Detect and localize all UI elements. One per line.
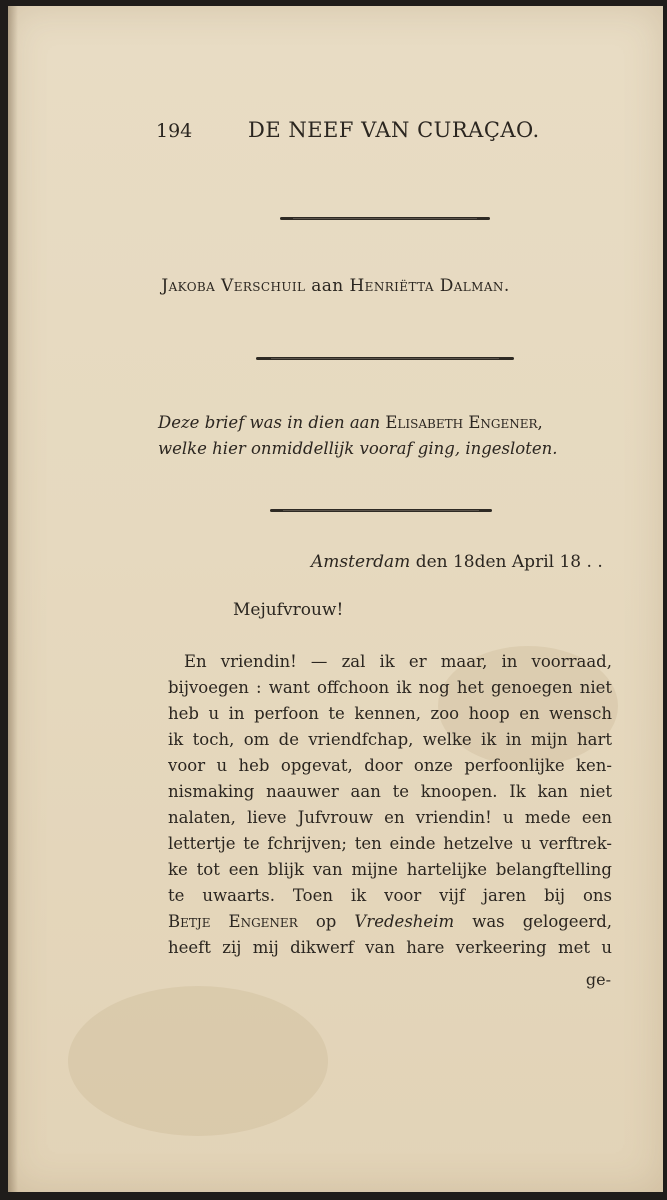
letter-heading [8, 276, 663, 296]
dateline-place: Amsterdam [311, 552, 411, 572]
letter-sender: Jakoba Verschuil [161, 276, 306, 296]
body-line: nalaten, lieve Jufvrouw en vriendin! u mede een [168, 808, 612, 827]
salutation: Mejufvrouw! [233, 600, 344, 620]
note-text: ingesloten. [465, 439, 558, 458]
note-text: welke hier onmiddellijk vooraf ging, [158, 439, 461, 458]
running-title: DE NEEF VAN CURAÇAO. [248, 118, 540, 142]
body-line: heeft zij mij dikwerf van hare verkeering met u [168, 938, 612, 957]
body-line [168, 909, 612, 935]
letter-recipient: Henriëtta Dalman. [349, 276, 510, 296]
ornamental-rule [270, 509, 492, 512]
book-page [8, 6, 663, 1192]
body-line: En vriendin! — zal ik er maar, in voorraad, [184, 652, 612, 671]
page-number: 194 [156, 120, 193, 142]
ornamental-rule [280, 217, 490, 220]
body-word: op [315, 912, 337, 931]
note-name: Elisabeth Engener, [385, 413, 543, 432]
body-line: lettertje te fchrijven; ten einde hetzelve u verftrek- [168, 834, 612, 853]
page-header [8, 118, 663, 148]
body-word: was gelogeerd, [472, 912, 612, 931]
body-place: Vredesheim [354, 912, 455, 931]
body-line: ik toch, om de vriendfchap, welke ik in mijn hart [168, 730, 612, 749]
paper-stain [68, 986, 328, 1136]
note-text: Deze brief was in dien aan [158, 413, 381, 432]
letter-connector: aan [311, 276, 344, 296]
body-line: heb u in perfoon te kennen, zoo hoop en wensch [168, 704, 612, 723]
body-line: voor u heb opgevat, door onze perfoonlijke ken- [168, 756, 612, 775]
body-line: nismaking naauwer aan te knoopen. Ik kan niet [168, 782, 612, 801]
page-gutter-shadow [8, 6, 18, 1192]
editorial-note [158, 410, 628, 462]
body-line: te uwaarts. Toen ik voor vijf jaren bij ons [168, 886, 612, 905]
catchword: ge- [585, 970, 611, 989]
dateline [311, 552, 603, 572]
body-line: ke tot een blijk van mijne hartelijke belangftelling [168, 860, 612, 879]
body-line: bijvoegen : want offchoon ik nog het genoegen niet [168, 678, 612, 697]
dateline-date: den 18den April 18 . . [415, 552, 603, 572]
letter-body [168, 649, 612, 961]
ornamental-rule [256, 357, 514, 360]
body-name: Betje Engener [168, 912, 298, 931]
